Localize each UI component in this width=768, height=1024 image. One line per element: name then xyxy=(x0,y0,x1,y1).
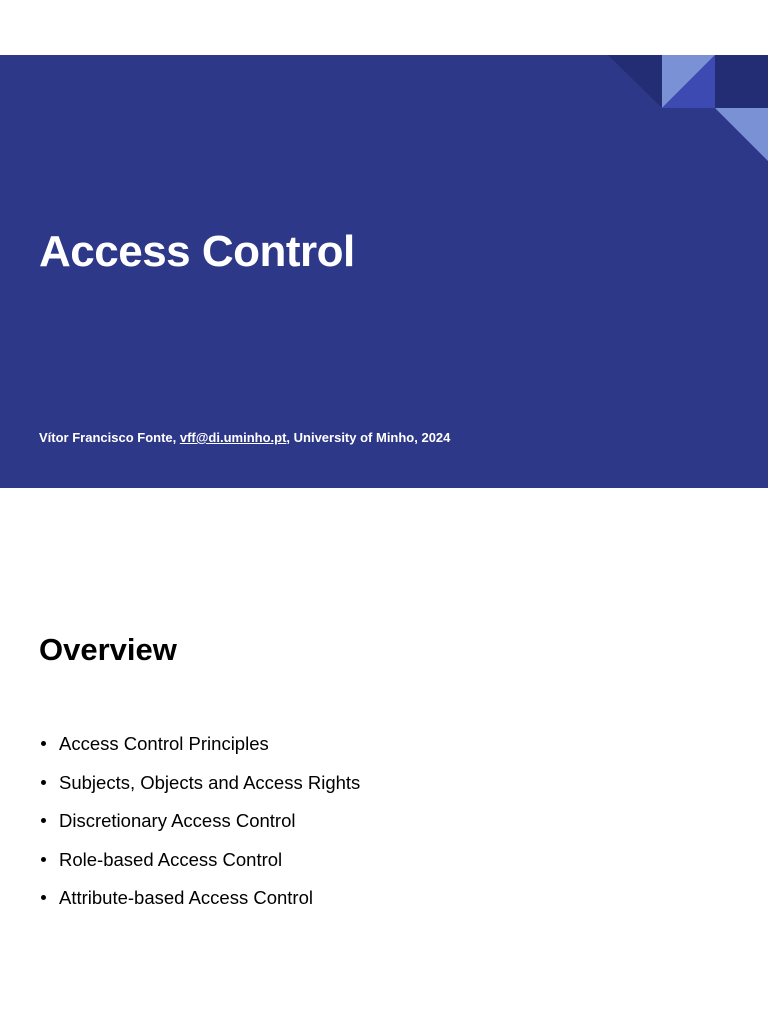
deco-light-triangle-lower xyxy=(715,108,768,161)
list-item xyxy=(39,810,360,849)
author-byline xyxy=(39,430,450,445)
list-item xyxy=(39,849,360,888)
bullet-icon xyxy=(41,857,46,862)
bullet-icon xyxy=(41,895,46,900)
bullet-text: Attribute-based Access Control xyxy=(59,887,313,909)
list-item xyxy=(39,772,360,811)
bullet-icon xyxy=(41,780,46,785)
bullet-text: Access Control Principles xyxy=(59,733,269,754)
bullet-icon xyxy=(41,741,46,746)
bullet-text: Subjects, Objects and Access Rights xyxy=(59,771,361,793)
overview-bullet-list xyxy=(39,733,360,926)
slide-title: Access Control xyxy=(39,227,355,276)
bullet-text: Role-based Access Control xyxy=(59,848,283,870)
bullet-icon xyxy=(41,818,46,823)
list-item xyxy=(39,733,360,772)
author-affiliation: , University of Minho, 2024 xyxy=(286,430,451,445)
bullet-text: Discretionary Access Control xyxy=(59,810,296,832)
overview-slide xyxy=(0,570,768,1024)
list-item xyxy=(39,887,360,926)
deco-dark-square xyxy=(715,55,768,108)
author-name: Vítor Francisco Fonte, xyxy=(39,430,180,445)
author-email-link[interactable]: vff@di.uminho.pt xyxy=(179,430,287,445)
title-slide xyxy=(0,55,768,488)
overview-heading: Overview xyxy=(39,632,177,667)
